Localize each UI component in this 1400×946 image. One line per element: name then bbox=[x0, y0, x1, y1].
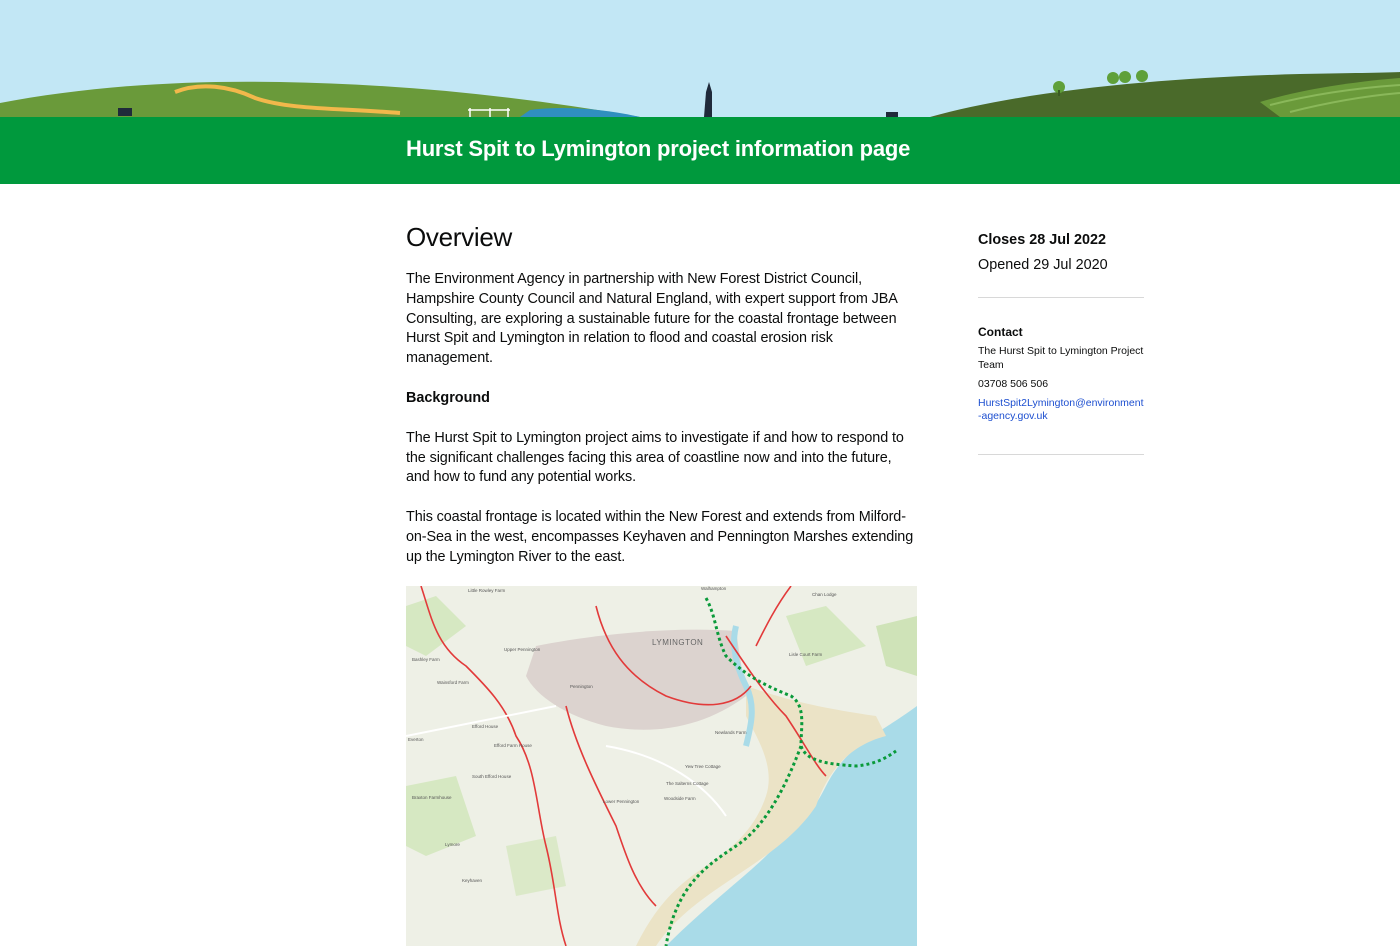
map-label: South Efford House bbox=[472, 774, 512, 779]
map-label: Chan Lodge bbox=[812, 592, 837, 597]
contact-heading: Contact bbox=[978, 325, 1023, 339]
closing-date: Closes 28 Jul 2022 bbox=[978, 232, 1106, 248]
landscape-illustration bbox=[0, 0, 1400, 117]
background-heading: Background bbox=[406, 389, 490, 406]
map-label: Lower Pennington bbox=[603, 799, 640, 804]
intro-paragraph: The Environment Agency in partnership with New Forest District Council, Hampshire County Council and Natural England, with expert support from JBA Consulting, are exploring a sustainable future for the coastal frontage between Hurst Spit and Lymington in relation to flood and coastal erosion risk management. bbox=[406, 271, 897, 367]
main-content bbox=[406, 222, 918, 588]
sidebar bbox=[978, 230, 1144, 455]
background-paragraph-2: This coastal frontage is located within the New Forest and extends from Milford-on-Sea in the west, encompasses Keyhaven and Pennington Marshes extending up the Lymington River to the east. bbox=[406, 509, 914, 565]
map-label: Lisle Court Farm bbox=[789, 652, 823, 657]
contact-email-link[interactable]: HurstSpit2Lymington@environment-agency.gov.uk bbox=[978, 396, 1144, 422]
map-label: Braxton Farmhouse bbox=[412, 795, 452, 800]
map-label: Upper Pennington bbox=[504, 647, 541, 652]
map-label: Bashley Farm bbox=[412, 657, 440, 662]
map-label: Little Rowley Farm bbox=[468, 588, 506, 593]
hero-illustration bbox=[0, 0, 1400, 117]
map-label: Keyhaven bbox=[462, 878, 483, 883]
opening-date: Opened 29 Jul 2020 bbox=[978, 257, 1108, 273]
map-label: Efford House bbox=[472, 724, 499, 729]
project-area-map bbox=[406, 586, 917, 946]
sidebar-divider bbox=[978, 297, 1144, 298]
background-paragraph-1: The Hurst Spit to Lymington project aims to investigate if and how to respond to the significant challenges facing this area of coastline now and into the future, and how to fund any potential works. bbox=[406, 429, 904, 486]
map-label: Woodside Farm bbox=[664, 796, 696, 801]
contact-phone: 03708 506 506 bbox=[978, 378, 1049, 390]
map-label: The Salterns Cottage bbox=[666, 781, 709, 786]
map-label: Yew Tree Cottage bbox=[685, 764, 721, 769]
map-label: Wainsford Farm bbox=[437, 680, 469, 685]
page-title: Hurst Spit to Lymington project information page bbox=[406, 136, 911, 161]
map-label: Everton bbox=[408, 737, 424, 742]
overview-heading: Overview bbox=[406, 222, 512, 252]
map-label: Lymore bbox=[445, 842, 460, 847]
map-label: Walhampton bbox=[701, 586, 727, 591]
map-label: Pennington bbox=[570, 684, 593, 689]
map-town-label: LYMINGTON bbox=[652, 638, 704, 647]
contact-name: The Hurst Spit to Lymington Project Team bbox=[978, 345, 1144, 371]
map-label: Newlands Farm bbox=[715, 730, 747, 735]
sidebar-divider bbox=[978, 454, 1144, 455]
map-label: Efford Farm House bbox=[494, 743, 532, 748]
